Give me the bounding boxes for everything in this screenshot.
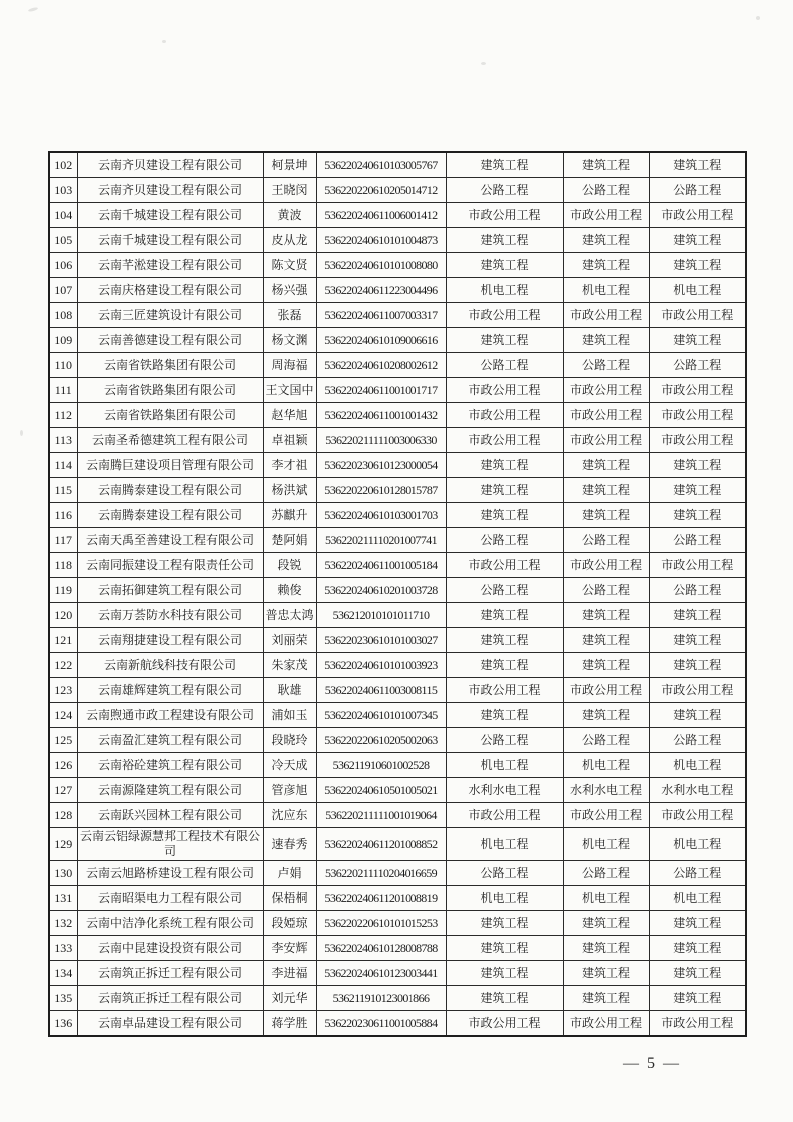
cell-company: 云南新航线科技有限公司 [77, 653, 263, 678]
cell-person: 冷天成 [263, 753, 316, 778]
cell-type-3: 建筑工程 [649, 628, 746, 653]
cell-cert-no: 536220240611001001717 [316, 378, 446, 403]
cell-cert-no: 536220230610123000054 [316, 453, 446, 478]
cell-type-1: 建筑工程 [446, 228, 563, 253]
cell-type-2: 机电工程 [563, 886, 649, 911]
cell-cert-no: 536220240610103005767 [316, 152, 446, 178]
table-row [49, 503, 746, 528]
table-row [49, 178, 746, 203]
cell-seq: 121 [49, 628, 77, 653]
cell-type-1: 建筑工程 [446, 603, 563, 628]
cell-seq: 120 [49, 603, 77, 628]
table-row [49, 528, 746, 553]
cell-type-3: 公路工程 [649, 861, 746, 886]
cell-person: 朱家茂 [263, 653, 316, 678]
cell-cert-no: 536220220610101015253 [316, 911, 446, 936]
cell-seq: 119 [49, 578, 77, 603]
cell-type-2: 市政公用工程 [563, 803, 649, 828]
cell-type-1: 水利水电工程 [446, 778, 563, 803]
cell-type-1: 建筑工程 [446, 478, 563, 503]
cell-type-3: 市政公用工程 [649, 1011, 746, 1037]
cell-type-1: 建筑工程 [446, 253, 563, 278]
cell-cert-no: 536220240610201003728 [316, 578, 446, 603]
table-row [49, 603, 746, 628]
cell-type-3: 公路工程 [649, 178, 746, 203]
cell-cert-no: 536220220610205002063 [316, 728, 446, 753]
cell-cert-no: 536220230610101003027 [316, 628, 446, 653]
cell-seq: 131 [49, 886, 77, 911]
cell-type-1: 建筑工程 [446, 986, 563, 1011]
cell-type-2: 市政公用工程 [563, 678, 649, 703]
cell-company: 云南筑正拆迁工程有限公司 [77, 986, 263, 1011]
cell-company: 云南煦通市政工程建设有限公司 [77, 703, 263, 728]
cell-company: 云南千城建设工程有限公司 [77, 228, 263, 253]
cell-seq: 122 [49, 653, 77, 678]
cell-company: 云南盈汇建筑工程有限公司 [77, 728, 263, 753]
cell-type-2: 公路工程 [563, 178, 649, 203]
cell-seq: 124 [49, 703, 77, 728]
cell-type-2: 市政公用工程 [563, 553, 649, 578]
cell-cert-no: 536220240610101008080 [316, 253, 446, 278]
table-row [49, 478, 746, 503]
cell-type-3: 机电工程 [649, 753, 746, 778]
cell-person: 杨文渊 [263, 328, 316, 353]
cell-person: 李才祖 [263, 453, 316, 478]
scan-speck [756, 16, 760, 20]
cell-company: 云南翔捷建设工程有限公司 [77, 628, 263, 653]
cell-seq: 106 [49, 253, 77, 278]
cell-type-3: 市政公用工程 [649, 553, 746, 578]
cell-seq: 132 [49, 911, 77, 936]
cell-type-1: 建筑工程 [446, 703, 563, 728]
cell-type-3: 建筑工程 [649, 911, 746, 936]
cell-cert-no: 536220240610101004873 [316, 228, 446, 253]
cell-cert-no: 536220240611003008115 [316, 678, 446, 703]
cell-seq: 103 [49, 178, 77, 203]
cell-cert-no: 536220240610128008788 [316, 936, 446, 961]
cell-cert-no: 536211910123001866 [316, 986, 446, 1011]
cell-type-3: 公路工程 [649, 578, 746, 603]
cell-type-1: 公路工程 [446, 861, 563, 886]
cell-type-2: 建筑工程 [563, 253, 649, 278]
cell-type-2: 市政公用工程 [563, 428, 649, 453]
cell-type-2: 建筑工程 [563, 961, 649, 986]
cell-company: 云南圣希德建筑工程有限公司 [77, 428, 263, 453]
cell-company: 云南庆格建设工程有限公司 [77, 278, 263, 303]
cell-type-3: 市政公用工程 [649, 203, 746, 228]
cell-person: 段锐 [263, 553, 316, 578]
cell-type-2: 建筑工程 [563, 228, 649, 253]
cell-type-3: 市政公用工程 [649, 403, 746, 428]
cell-person: 保梧桐 [263, 886, 316, 911]
table-row [49, 1011, 746, 1037]
table-row [49, 936, 746, 961]
cell-type-1: 建筑工程 [446, 628, 563, 653]
table-row [49, 228, 746, 253]
cell-type-2: 机电工程 [563, 753, 649, 778]
table-row [49, 678, 746, 703]
cell-person: 速春秀 [263, 828, 316, 861]
cell-type-1: 建筑工程 [446, 503, 563, 528]
cell-company: 云南裕砼建筑工程有限公司 [77, 753, 263, 778]
cell-type-3: 机电工程 [649, 278, 746, 303]
table-row [49, 578, 746, 603]
cell-type-3: 公路工程 [649, 728, 746, 753]
table-row [49, 778, 746, 803]
cell-person: 王文国中 [263, 378, 316, 403]
cell-person: 刘元华 [263, 986, 316, 1011]
table-row [49, 911, 746, 936]
cell-type-3: 市政公用工程 [649, 378, 746, 403]
cell-company: 云南腾巨建设项目管理有限公司 [77, 453, 263, 478]
cell-cert-no: 536212010101011710 [316, 603, 446, 628]
cell-type-3: 建筑工程 [649, 453, 746, 478]
cell-type-1: 市政公用工程 [446, 803, 563, 828]
cell-type-2: 建筑工程 [563, 653, 649, 678]
table-row [49, 961, 746, 986]
cell-type-2: 市政公用工程 [563, 403, 649, 428]
cell-seq: 110 [49, 353, 77, 378]
cell-cert-no: 536220240611201008852 [316, 828, 446, 861]
cell-company: 云南天禹至善建设工程有限公司 [77, 528, 263, 553]
cell-cert-no: 536220240610109006616 [316, 328, 446, 353]
cell-type-1: 建筑工程 [446, 152, 563, 178]
cell-seq: 130 [49, 861, 77, 886]
cell-company: 云南省铁路集团有限公司 [77, 378, 263, 403]
cell-company: 云南云旭路桥建设工程有限公司 [77, 861, 263, 886]
cell-seq: 104 [49, 203, 77, 228]
cell-person: 耿雄 [263, 678, 316, 703]
table-row [49, 378, 746, 403]
cell-type-2: 市政公用工程 [563, 303, 649, 328]
cell-person: 皮从龙 [263, 228, 316, 253]
cell-type-2: 建筑工程 [563, 503, 649, 528]
cell-company: 云南卓品建设工程有限公司 [77, 1011, 263, 1037]
cell-type-2: 公路工程 [563, 353, 649, 378]
cell-type-2: 水利水电工程 [563, 778, 649, 803]
cell-company: 云南千城建设工程有限公司 [77, 203, 263, 228]
cell-cert-no: 536220240610103001703 [316, 503, 446, 528]
cell-cert-no: 536220240610501005021 [316, 778, 446, 803]
cell-company: 云南万荟防水科技有限公司 [77, 603, 263, 628]
cell-seq: 118 [49, 553, 77, 578]
cell-seq: 111 [49, 378, 77, 403]
cell-type-3: 机电工程 [649, 828, 746, 861]
cell-seq: 117 [49, 528, 77, 553]
cell-person: 王晓闵 [263, 178, 316, 203]
table-row [49, 403, 746, 428]
table-row [49, 152, 746, 178]
cell-type-2: 建筑工程 [563, 603, 649, 628]
table-row [49, 728, 746, 753]
cell-person: 蒋学胜 [263, 1011, 316, 1037]
cell-cert-no: 536220240610101003923 [316, 653, 446, 678]
cell-seq: 109 [49, 328, 77, 353]
cell-company: 云南齐贝建设工程有限公司 [77, 178, 263, 203]
cell-seq: 134 [49, 961, 77, 986]
cell-type-3: 建筑工程 [649, 603, 746, 628]
cell-type-3: 建筑工程 [649, 228, 746, 253]
cell-type-2: 建筑工程 [563, 152, 649, 178]
cell-type-3: 市政公用工程 [649, 803, 746, 828]
company-roster-table [48, 151, 747, 1037]
cell-cert-no: 536211910601002528 [316, 753, 446, 778]
cell-type-1: 机电工程 [446, 886, 563, 911]
cell-seq: 107 [49, 278, 77, 303]
table-row [49, 986, 746, 1011]
cell-cert-no: 536220240610101007345 [316, 703, 446, 728]
cell-seq: 135 [49, 986, 77, 1011]
scan-speck [20, 430, 23, 436]
cell-seq: 113 [49, 428, 77, 453]
cell-person: 段晓玲 [263, 728, 316, 753]
cell-type-1: 市政公用工程 [446, 428, 563, 453]
cell-company: 云南昭渠电力工程有限公司 [77, 886, 263, 911]
table-row [49, 803, 746, 828]
cell-type-3: 建筑工程 [649, 328, 746, 353]
cell-cert-no: 536220211111001019064 [316, 803, 446, 828]
scan-speck [162, 40, 166, 43]
cell-type-2: 市政公用工程 [563, 378, 649, 403]
cell-person: 楚阿娟 [263, 528, 316, 553]
cell-person: 卓祖颖 [263, 428, 316, 453]
cell-type-2: 公路工程 [563, 578, 649, 603]
cell-type-1: 公路工程 [446, 178, 563, 203]
cell-cert-no: 536220240611001001432 [316, 403, 446, 428]
table-row [49, 861, 746, 886]
cell-type-1: 建筑工程 [446, 328, 563, 353]
cell-seq: 114 [49, 453, 77, 478]
table-row [49, 328, 746, 353]
cell-seq: 126 [49, 753, 77, 778]
cell-seq: 108 [49, 303, 77, 328]
cell-type-3: 建筑工程 [649, 152, 746, 178]
cell-type-3: 公路工程 [649, 353, 746, 378]
cell-type-2: 市政公用工程 [563, 203, 649, 228]
cell-type-3: 建筑工程 [649, 653, 746, 678]
cell-cert-no: 536220240611223004496 [316, 278, 446, 303]
cell-type-1: 公路工程 [446, 578, 563, 603]
table-row [49, 453, 746, 478]
cell-cert-no: 536220220610128015787 [316, 478, 446, 503]
cell-company: 云南跃兴园林工程有限公司 [77, 803, 263, 828]
cell-person: 李安辉 [263, 936, 316, 961]
cell-company: 云南省铁路集团有限公司 [77, 403, 263, 428]
cell-cert-no: 536220240610123003441 [316, 961, 446, 986]
cell-seq: 123 [49, 678, 77, 703]
cell-type-3: 公路工程 [649, 528, 746, 553]
cell-type-2: 公路工程 [563, 528, 649, 553]
cell-type-1: 市政公用工程 [446, 678, 563, 703]
cell-person: 管彦旭 [263, 778, 316, 803]
cell-cert-no: 536220211110204016659 [316, 861, 446, 886]
table-row [49, 278, 746, 303]
scan-speck [28, 7, 38, 12]
cell-person: 赵华旭 [263, 403, 316, 428]
cell-person: 杨兴强 [263, 278, 316, 303]
cell-company: 云南齐贝建设工程有限公司 [77, 152, 263, 178]
cell-cert-no: 536220220610205014712 [316, 178, 446, 203]
cell-cert-no: 536220240611201008819 [316, 886, 446, 911]
cell-type-1: 公路工程 [446, 353, 563, 378]
cell-type-3: 市政公用工程 [649, 303, 746, 328]
cell-type-3: 建筑工程 [649, 961, 746, 986]
cell-type-3: 建筑工程 [649, 253, 746, 278]
cell-type-2: 建筑工程 [563, 703, 649, 728]
cell-type-1: 市政公用工程 [446, 303, 563, 328]
cell-seq: 112 [49, 403, 77, 428]
cell-type-1: 机电工程 [446, 828, 563, 861]
cell-seq: 105 [49, 228, 77, 253]
cell-type-1: 建筑工程 [446, 453, 563, 478]
table-row [49, 703, 746, 728]
cell-person: 普忠太鸿 [263, 603, 316, 628]
cell-type-2: 机电工程 [563, 828, 649, 861]
table-row [49, 653, 746, 678]
cell-seq: 128 [49, 803, 77, 828]
cell-seq: 115 [49, 478, 77, 503]
cell-type-1: 机电工程 [446, 753, 563, 778]
cell-company: 云南筑正拆迁工程有限公司 [77, 961, 263, 986]
cell-person: 卢娟 [263, 861, 316, 886]
cell-type-1: 市政公用工程 [446, 378, 563, 403]
cell-person: 柯景坤 [263, 152, 316, 178]
cell-company: 云南拓御建筑工程有限公司 [77, 578, 263, 603]
cell-type-2: 市政公用工程 [563, 1011, 649, 1037]
cell-seq: 116 [49, 503, 77, 528]
table-row [49, 428, 746, 453]
cell-person: 周海福 [263, 353, 316, 378]
cell-type-2: 建筑工程 [563, 628, 649, 653]
cell-company: 云南芊淞建设工程有限公司 [77, 253, 263, 278]
cell-type-3: 水利水电工程 [649, 778, 746, 803]
cell-type-2: 建筑工程 [563, 478, 649, 503]
table-row [49, 353, 746, 378]
table-row [49, 303, 746, 328]
cell-company: 云南源隆建筑工程有限公司 [77, 778, 263, 803]
cell-cert-no: 536220211110201007741 [316, 528, 446, 553]
cell-type-1: 机电工程 [446, 278, 563, 303]
table-row [49, 828, 746, 861]
cell-cert-no: 536220240611006001412 [316, 203, 446, 228]
table-row [49, 253, 746, 278]
cell-person: 杨洪斌 [263, 478, 316, 503]
cell-cert-no: 536220240610208002612 [316, 353, 446, 378]
cell-company: 云南善德建设工程有限公司 [77, 328, 263, 353]
cell-company: 云南省铁路集团有限公司 [77, 353, 263, 378]
cell-person: 沈应东 [263, 803, 316, 828]
cell-person: 黄波 [263, 203, 316, 228]
cell-type-1: 市政公用工程 [446, 203, 563, 228]
cell-company: 云南云铝绿源慧邦工程技术有限公司 [77, 828, 263, 861]
cell-person: 张磊 [263, 303, 316, 328]
cell-seq: 136 [49, 1011, 77, 1037]
cell-type-1: 市政公用工程 [446, 403, 563, 428]
cell-company: 云南腾泰建设工程有限公司 [77, 503, 263, 528]
cell-cert-no: 536220240611001005184 [316, 553, 446, 578]
cell-company: 云南雄辉建筑工程有限公司 [77, 678, 263, 703]
cell-cert-no: 536220211111003006330 [316, 428, 446, 453]
cell-type-2: 建筑工程 [563, 936, 649, 961]
cell-type-2: 公路工程 [563, 728, 649, 753]
table-row [49, 886, 746, 911]
cell-type-3: 建筑工程 [649, 503, 746, 528]
cell-type-1: 建筑工程 [446, 961, 563, 986]
cell-person: 赖俊 [263, 578, 316, 603]
cell-type-3: 机电工程 [649, 886, 746, 911]
cell-seq: 125 [49, 728, 77, 753]
cell-seq: 127 [49, 778, 77, 803]
table-row [49, 553, 746, 578]
cell-type-2: 公路工程 [563, 861, 649, 886]
cell-company: 云南三匠建筑设计有限公司 [77, 303, 263, 328]
cell-seq: 102 [49, 152, 77, 178]
cell-person: 浦如玉 [263, 703, 316, 728]
table-row [49, 753, 746, 778]
cell-type-2: 建筑工程 [563, 911, 649, 936]
cell-type-3: 建筑工程 [649, 936, 746, 961]
table-row [49, 628, 746, 653]
cell-company: 云南腾泰建设工程有限公司 [77, 478, 263, 503]
cell-type-3: 市政公用工程 [649, 678, 746, 703]
cell-seq: 133 [49, 936, 77, 961]
cell-type-1: 市政公用工程 [446, 553, 563, 578]
cell-type-2: 机电工程 [563, 278, 649, 303]
cell-person: 陈文贤 [263, 253, 316, 278]
table-body [49, 152, 746, 1036]
cell-person: 李进福 [263, 961, 316, 986]
cell-type-3: 市政公用工程 [649, 428, 746, 453]
cell-cert-no: 536220240611007003317 [316, 303, 446, 328]
cell-type-2: 建筑工程 [563, 328, 649, 353]
cell-type-1: 建筑工程 [446, 653, 563, 678]
page-number: — 5 — [623, 1055, 681, 1072]
cell-type-2: 建筑工程 [563, 986, 649, 1011]
cell-type-3: 建筑工程 [649, 986, 746, 1011]
cell-type-1: 建筑工程 [446, 936, 563, 961]
cell-type-1: 市政公用工程 [446, 1011, 563, 1037]
cell-person: 苏麒升 [263, 503, 316, 528]
cell-person: 刘丽荣 [263, 628, 316, 653]
cell-type-1: 建筑工程 [446, 911, 563, 936]
cell-type-2: 建筑工程 [563, 453, 649, 478]
scan-speck [481, 62, 486, 65]
cell-person: 段婭琼 [263, 911, 316, 936]
cell-type-1: 公路工程 [446, 528, 563, 553]
cell-type-1: 公路工程 [446, 728, 563, 753]
cell-company: 云南中洁净化系统工程有限公司 [77, 911, 263, 936]
cell-company: 云南中昆建设投资有限公司 [77, 936, 263, 961]
cell-seq: 129 [49, 828, 77, 861]
cell-type-3: 建筑工程 [649, 478, 746, 503]
table-row [49, 203, 746, 228]
cell-type-3: 建筑工程 [649, 703, 746, 728]
cell-company: 云南同振建设工程有限责任公司 [77, 553, 263, 578]
cell-cert-no: 536220230611001005884 [316, 1011, 446, 1037]
